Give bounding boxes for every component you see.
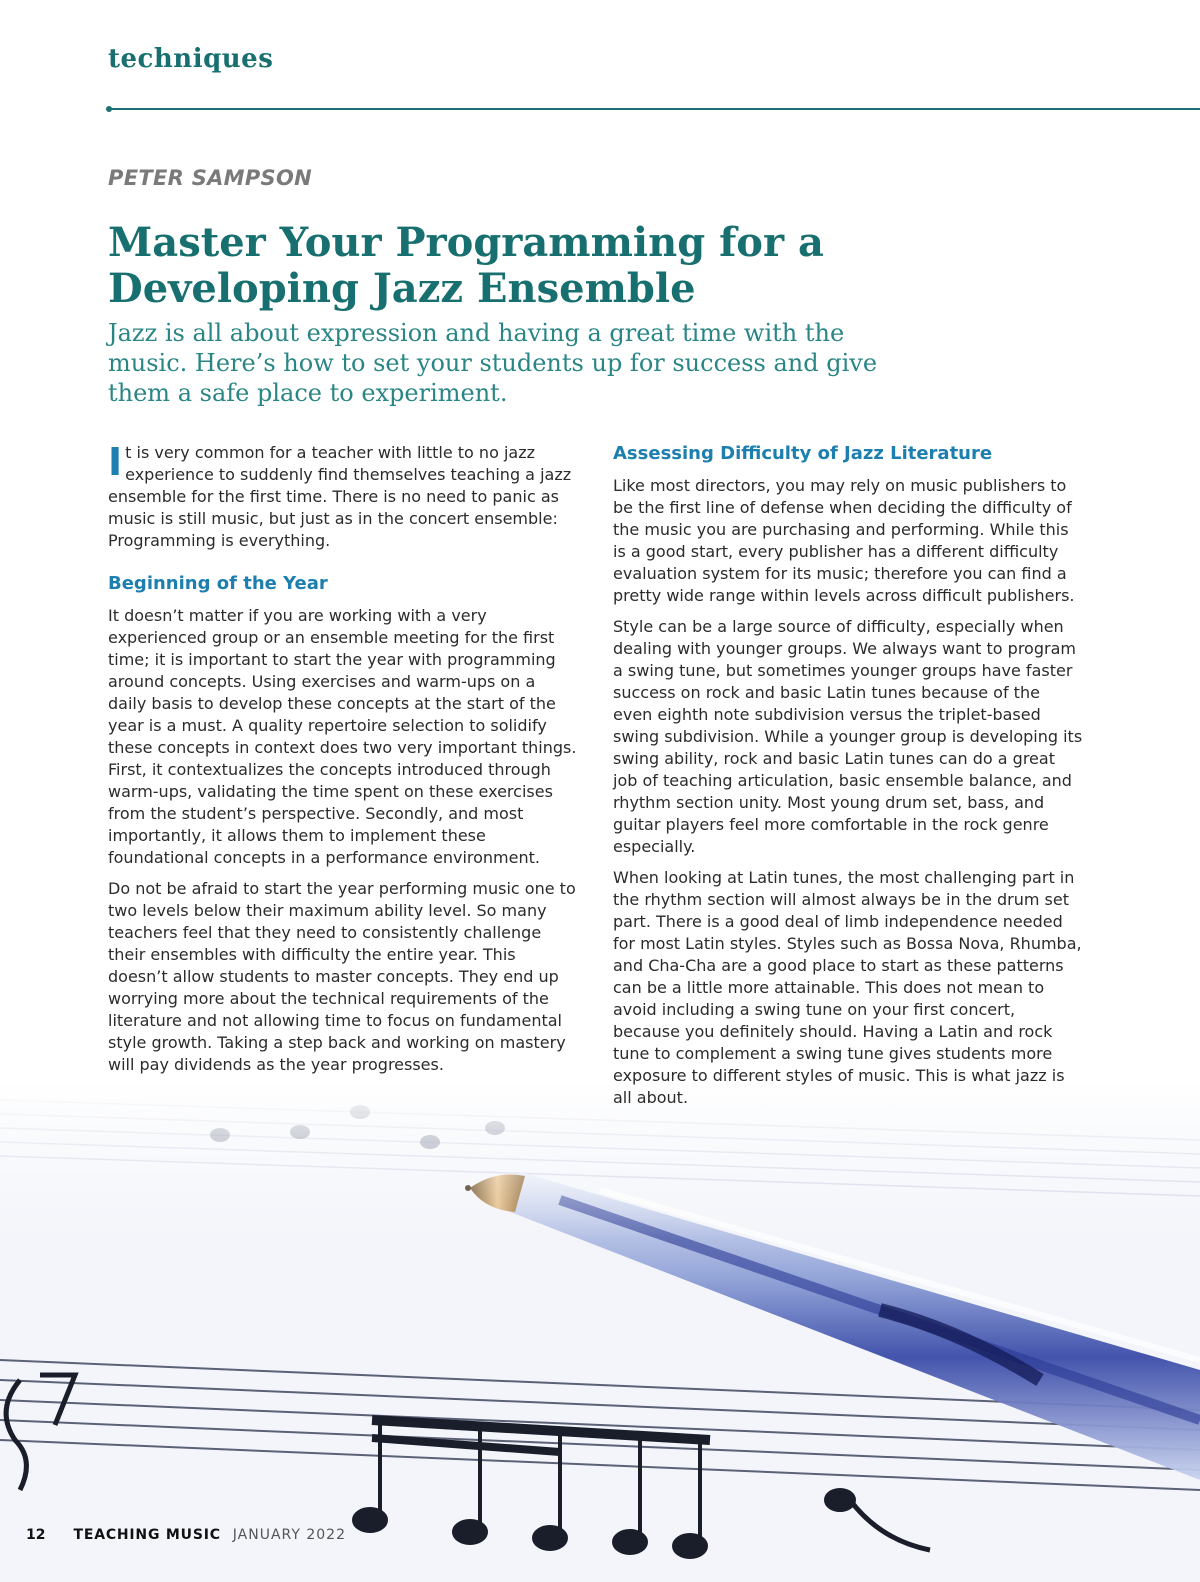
intro-paragraph [108, 442, 578, 552]
page-footer [26, 1525, 346, 1545]
body-paragraph: Style can be a large source of difficulty, especially when dealing with younger groups. We always want to program a swing tune, but sometimes younger groups have faster success on rock and basic Latin tunes because of the even eighth note subdivision versus the triplet-based swing subdivision. While a younger group is developing its swing ability, rock and basic Latin tunes can do a great job of teaching articulation, basic ensemble balance, and rhythm section unity. Most young drum set, bass, and guitar players feel more comfortable in the rock genre especially. [613, 617, 1083, 856]
author-byline: PETER SAMPSON [108, 166, 313, 190]
body-paragraph: Like most directors, you may rely on music publishers to be the first line of defense when deciding the difficulty of the music you are purchasing and performing. While this is a good start, every publisher has a different difficulty evaluation system for its music; therefore you can find a pretty wide range within levels across difficult publishers. [613, 476, 1075, 605]
section-heading-beginning: Beginning of the Year [108, 573, 328, 594]
body-paragraph: It doesn’t matter if you are working with a very experienced group or an ensemble meeting for the first time; it is important to start the year with programming around concepts. Using exercises and warm-ups on a daily basis to develop these concepts at the start of the year is a must. A quality repertoire selection to solidify these concepts in context does two very important things. First, it contextualizes the concepts introduced through warm-ups, validating the time spent on these exercises from the student’s perspective. Secondly, and most importantly, it allows them to implement these foundational concepts in a performance environment. [108, 606, 577, 867]
article-deck: Jazz is all about expression and having a great time with the music. Here’s how to set your students up for success and give them a safe place to experiment. [108, 319, 878, 407]
intro-text: t is very common for a teacher with little to no jazz experience to suddenly find themselves teaching a jazz ensemble for the first time. There is no need to panic as music is still music, but just as in the concert ensemble: Programming is everything. [108, 443, 572, 550]
header-rule-dot [106, 106, 112, 112]
drop-cap: I [108, 440, 123, 484]
body-paragraph: Do not be afraid to start the year performing music one to two levels below their maximum ability level. So many teachers feel that they need to consistently challenge their ensembles with difficulty the entire year. This doesn’t allow students to master concepts. They end up worrying more about the technical requirements of the literature and not allowing time to focus on fundamental style growth. Taking a step back and working on mastery will pay dividends as the year progresses. [108, 879, 576, 1074]
title-line-1: Master Your Programming for a [108, 219, 824, 266]
title-line-2: Developing Jazz Ensemble [108, 265, 696, 312]
publication-name: TEACHING MUSIC [73, 1527, 221, 1543]
article-title [108, 220, 928, 312]
page-number: 12 [26, 1527, 46, 1543]
body-paragraph: When looking at Latin tunes, the most challenging part in the rhythm section will almost always be in the drum set part. There is a good deal of limb independence needed for most Latin styles. Styles such as Bossa Nova, Rhumba, and Cha-Cha are a good place to start as these patterns can be a little more attainable. This does not mean to avoid including a swing tune on your first concert, because you definitely should. Having a Latin and rock tune to complement a swing tune gives students more exposure to different styles of music. This is what jazz is all about. [613, 868, 1082, 1107]
section-label: techniques [108, 44, 274, 74]
section-heading-assessing: Assessing Difficulty of Jazz Literature [613, 443, 993, 464]
header-rule [108, 108, 1200, 110]
article-column-left [108, 442, 578, 1085]
pen-on-sheet-music-photo [0, 1080, 1200, 1582]
article-column-right [613, 442, 1083, 1118]
issue-date: JANUARY 2022 [232, 1527, 347, 1543]
